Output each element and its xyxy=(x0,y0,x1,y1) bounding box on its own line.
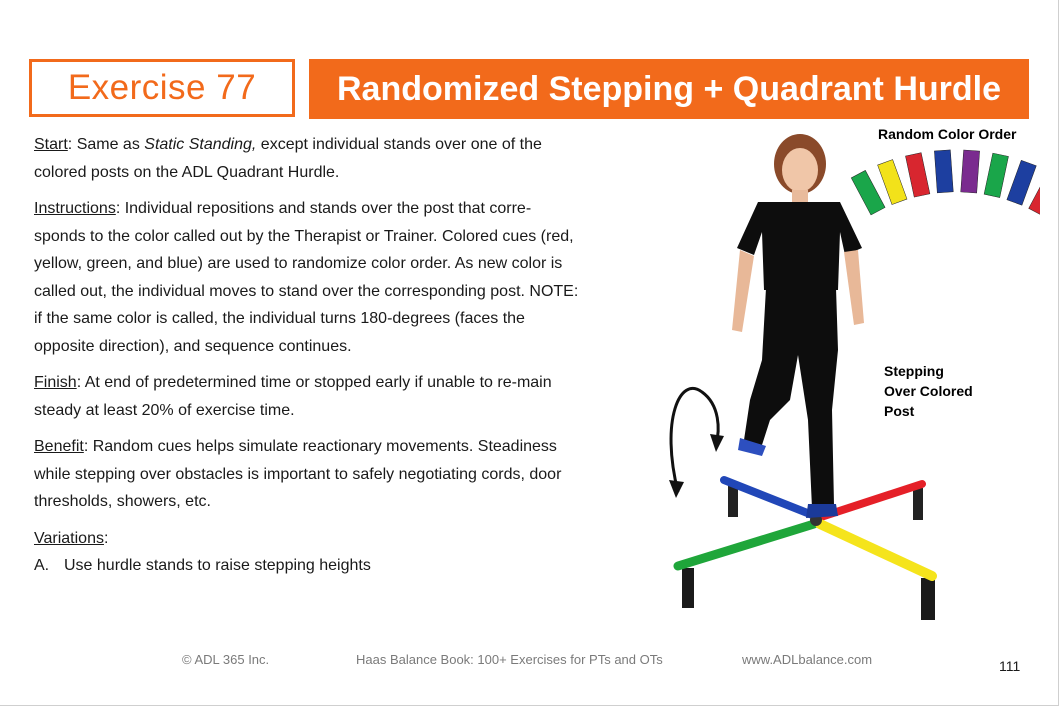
exercise-number: Exercise 77 xyxy=(67,68,257,107)
instruction-text xyxy=(34,131,579,580)
variation-text: Use hurdle stands to raise stepping heights xyxy=(64,557,371,574)
color-card xyxy=(961,150,980,193)
stepping-over-label: Stepping Over Colored Post xyxy=(884,363,973,419)
exercise-illustration xyxy=(640,120,1040,630)
finish-heading: Finish xyxy=(34,374,77,391)
variation-letter: A. xyxy=(34,557,50,574)
turn-arrow-icon xyxy=(669,388,724,498)
variations-heading: Variations xyxy=(34,529,104,547)
random-color-order-label: Random Color Order xyxy=(878,126,1017,142)
title-bar xyxy=(309,59,1029,119)
exercise-number-box xyxy=(29,59,295,117)
footer-book-title: Haas Balance Book: 100+ Exercises for PTs and OTs xyxy=(356,652,663,667)
benefit-heading: Benefit xyxy=(34,438,84,455)
color-card xyxy=(984,153,1008,197)
page-number: 111 xyxy=(999,658,1021,674)
color-card xyxy=(878,160,907,205)
start-heading: Start xyxy=(34,136,68,153)
variations-paragraph: Variations: xyxy=(34,529,109,547)
person-figure xyxy=(732,134,864,518)
variation-item xyxy=(34,552,579,580)
benefit-paragraph: Benefit: Random cues helps simulate reactionary movements. Steadiness while stepping over obstacles is important to safely negotiating cords, door thresholds, showers, etc. xyxy=(34,438,562,510)
finish-paragraph: Finish: At end of predetermined time or stopped early if unable to re-main steady at least 20% of exercise time. xyxy=(34,374,552,419)
instructions-paragraph: Instructions: Individual repositions and stands over the post that corre-sponds to the color called out by the Therapist or Trainer. Colored cues (red, yellow, green, and blue) are used to randomize color order. As new color is called out, the individual moves to stand over the corresponding post. NOTE: if the same color is called, the individual turns 180-degrees (faces the opposite direction), and sequence continues. xyxy=(34,200,579,355)
color-card xyxy=(851,170,885,215)
color-card xyxy=(1007,160,1036,205)
quadrant-hurdle xyxy=(678,480,932,576)
color-card xyxy=(905,153,929,197)
yellow-post xyxy=(820,524,932,576)
footer-copyright: © ADL 365 Inc. xyxy=(182,652,270,667)
start-paragraph: Start: Same as Static Standing, except individual stands over one of the colored posts on the ADL Quadrant Hurdle. xyxy=(34,136,542,181)
instructions-heading: Instructions xyxy=(34,200,116,217)
color-cards-fan xyxy=(851,150,1040,216)
color-card xyxy=(934,150,953,193)
footer-website[interactable]: www.ADLbalance.com xyxy=(742,652,873,667)
green-post xyxy=(678,524,814,566)
start-italic-ref: Static Standing, xyxy=(144,136,257,153)
exercise-title: Randomized Stepping + Quadrant Hurdle xyxy=(337,69,1001,108)
